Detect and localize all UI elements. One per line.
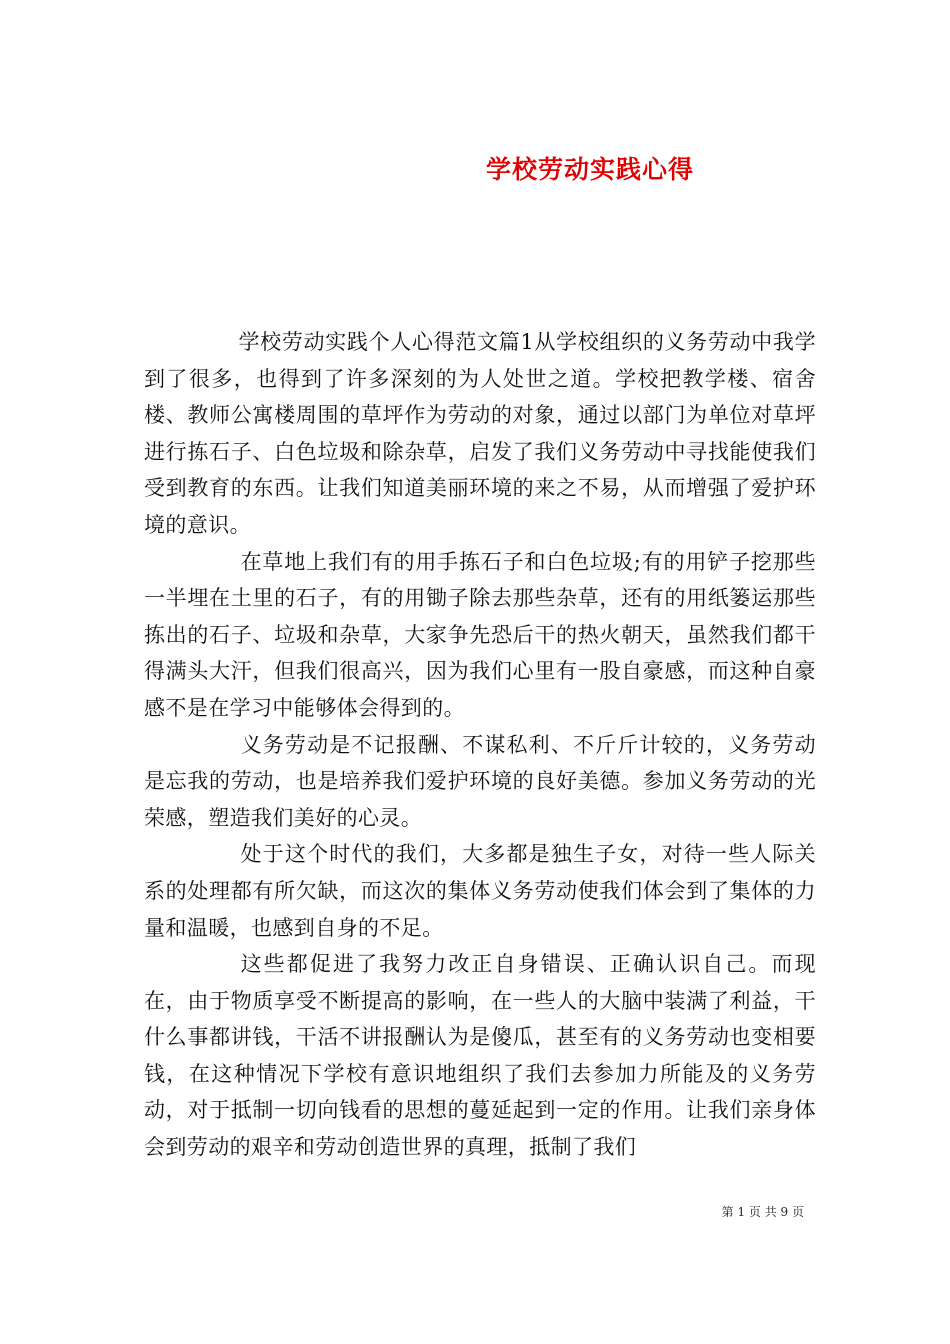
page-number-footer: 第 1 页 共 9 页	[721, 1205, 804, 1219]
paragraph-2: 在草地上我们有的用手拣石子和白色垃圾;有的用铲子挖那些一半埋在土里的石子，有的用锄子除去那些杂草，还有的用纸篓运那些拣出的石子、垃圾和杂草，大家争先恐后干的热火朝天，虽然我们都干得满头大汗，但我们很高兴，因为我们心里有一股自豪感，而这种自豪感不是在学习中能够体会得到的。	[144, 549, 816, 720]
paragraph-3: 义务劳动是不记报酬、不谋私利、不斤斤计较的，义务劳动是忘我的劳动，也是培养我们爱护环境的良好美德。参加义务劳动的光荣感，塑造我们美好的心灵。	[144, 732, 816, 830]
paragraph-1: 学校劳动实践个人心得范文篇1从学校组织的义务劳动中我学到了很多，也得到了许多深刻的为人处世之道。学校把教学楼、宿舍楼、教师公寓楼周围的草坪作为劳动的对象，通过以部门为单位对草坪进行拣石子、白色垃圾和除杂草，启发了我们义务劳动中寻找能使我们受到教育的东西。让我们知道美丽环境的来之不易，从而增强了爱护环境的意识。	[144, 330, 816, 537]
paragraph-5: 这些都促进了我努力改正自身错误、正确认识自己。而现在，由于物质享受不断提高的影响，在一些人的大脑中装满了利益，干什么事都讲钱，干活不讲报酬认为是傻瓜，甚至有的义务劳动也变相要钱，在这种情况下学校有意识地组织了我们去参加力所能及的义务劳动，对于抵制一切向钱看的思想的蔓延起到一定的作用。让我们亲身体会到劳动的艰辛和劳动创造世界的真理，抵制了我们	[144, 952, 816, 1160]
paragraph-4: 处于这个时代的我们，大多都是独生子女，对待一些人际关系的处理都有所欠缺，而这次的集体义务劳动使我们体会到了集体的力量和温暖，也感到自身的不足。	[144, 842, 816, 940]
document-title: 学校劳动实践心得	[485, 154, 694, 184]
document-body	[144, 324, 816, 1166]
